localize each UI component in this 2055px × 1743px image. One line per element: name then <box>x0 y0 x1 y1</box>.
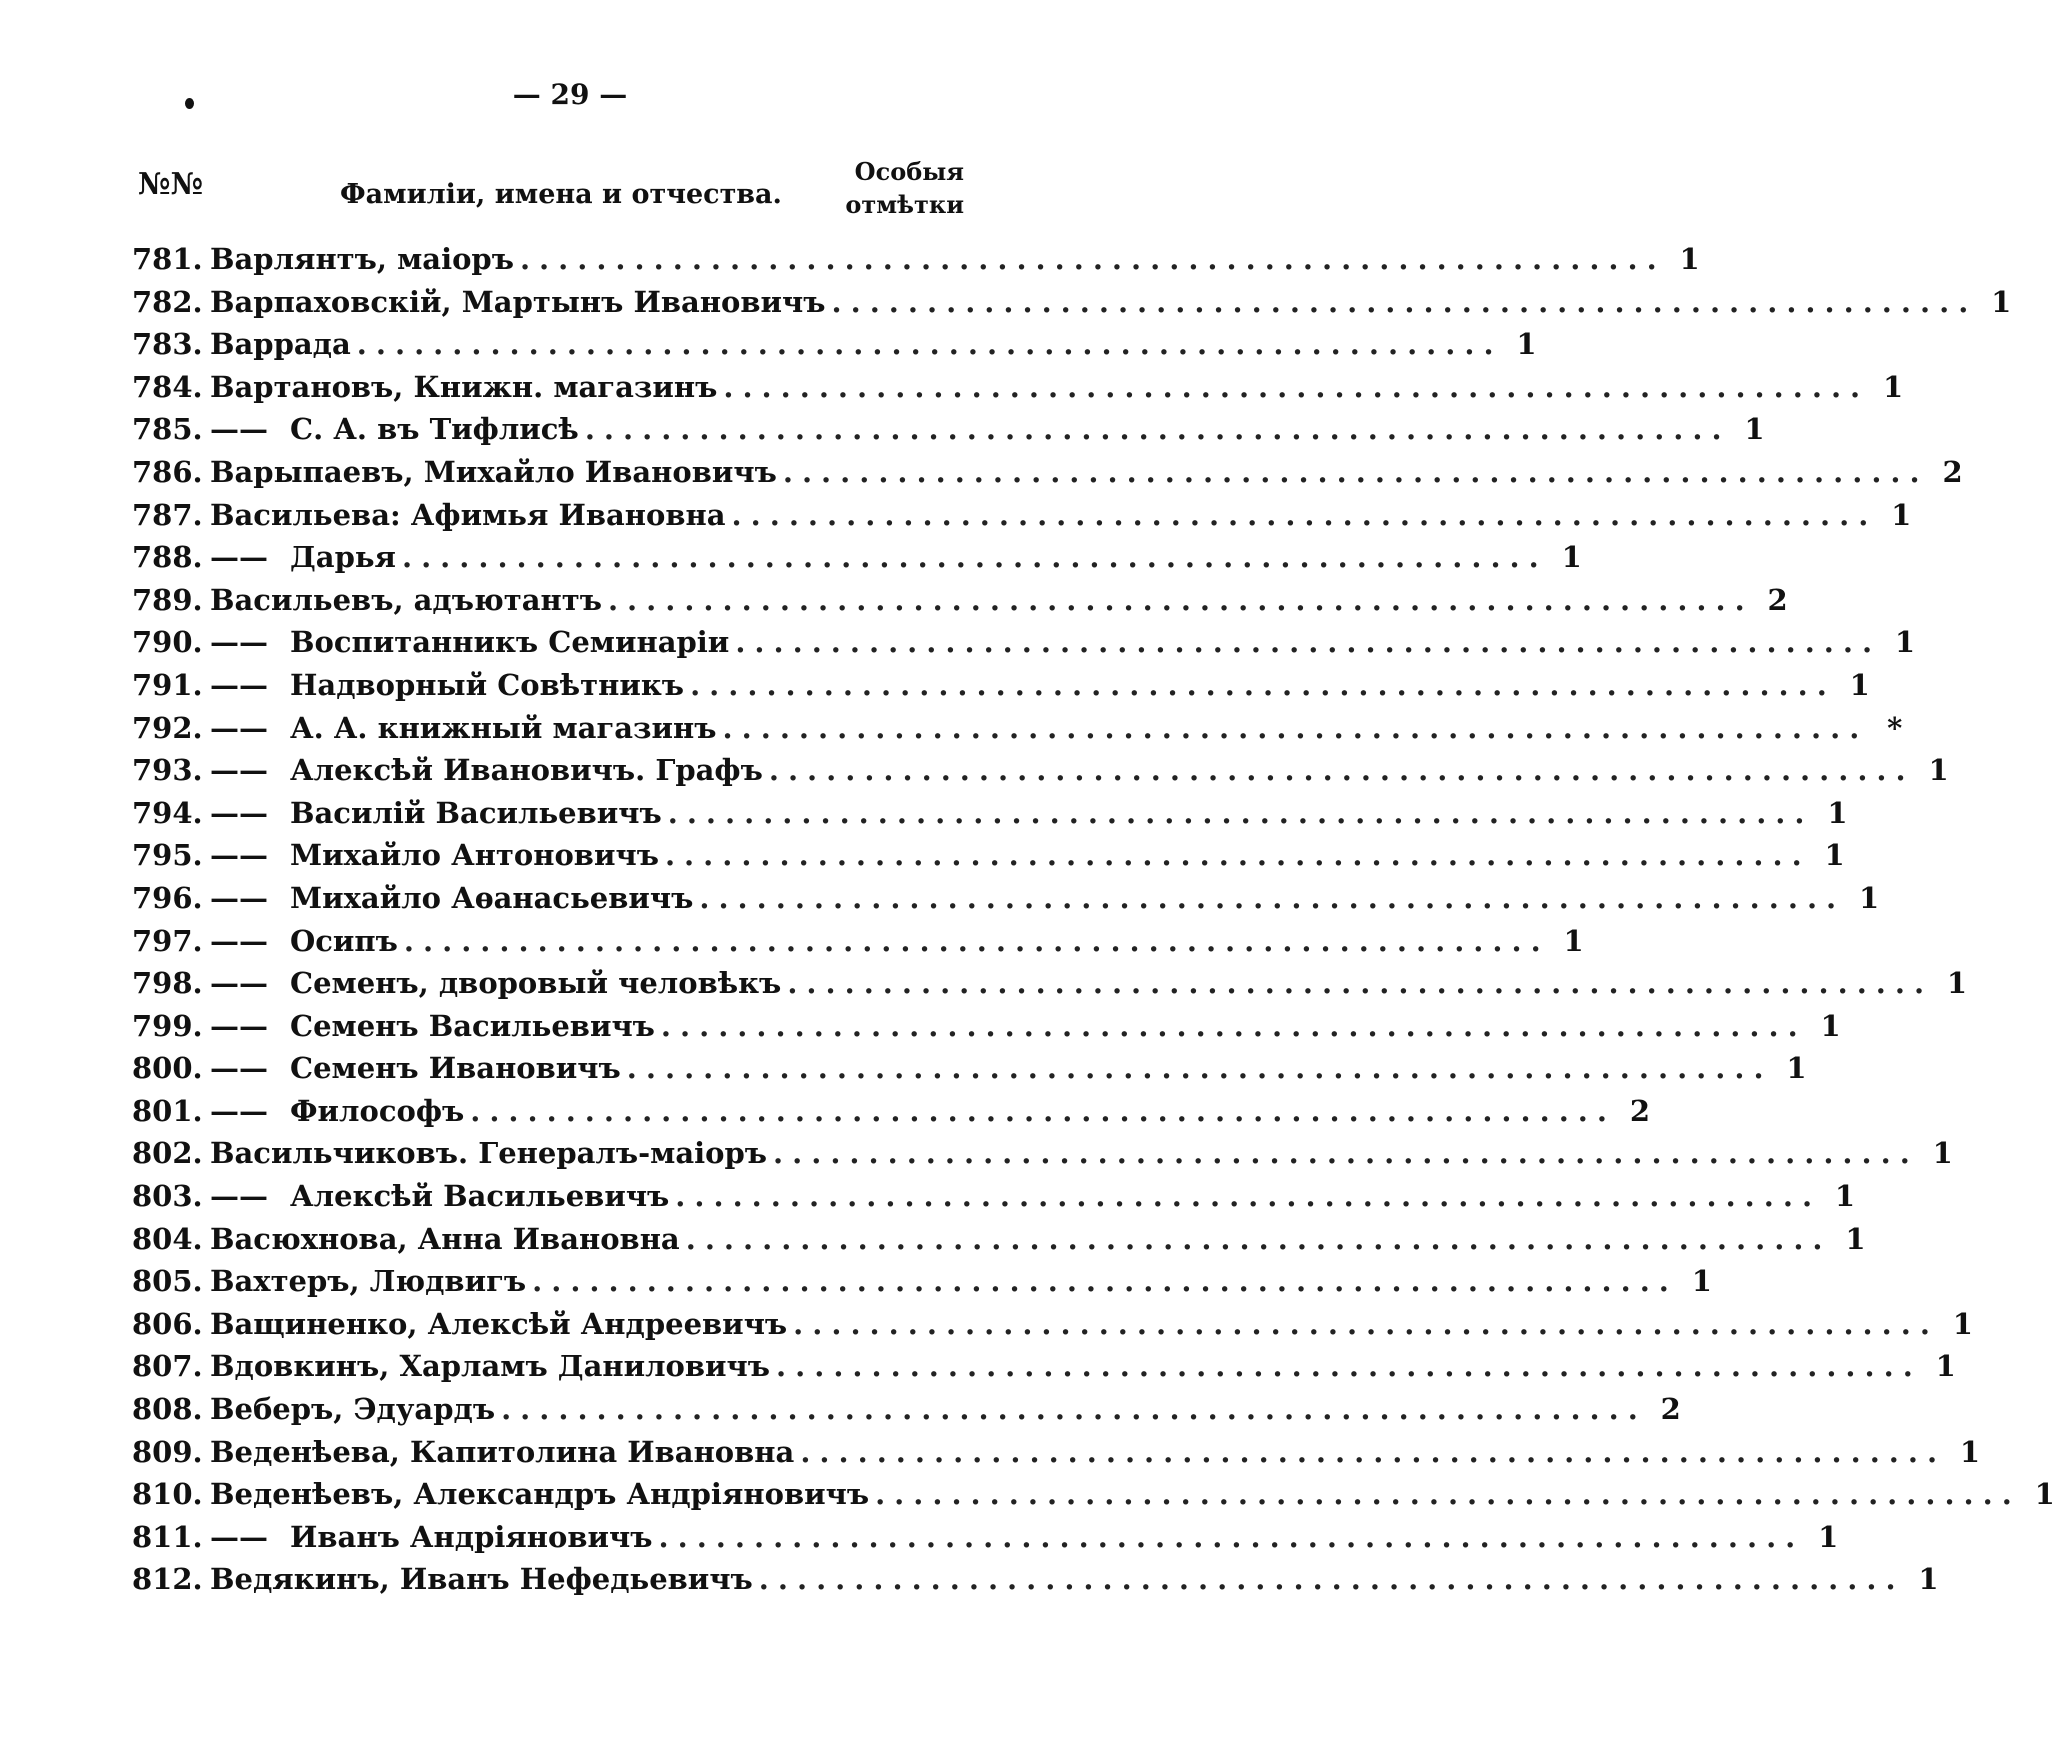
entry-mark: 1 <box>1845 1221 1866 1256</box>
entry-name: Михайло Аѳанасьевичъ <box>290 880 694 915</box>
entry-mark: 1 <box>1932 1136 1953 1171</box>
dot-leader: ............................................................ <box>664 838 1811 873</box>
entry-mark: 1 <box>1891 497 1912 532</box>
page-number: — 29 — <box>512 78 628 111</box>
entry-mark: 1 <box>1820 1008 1841 1043</box>
entry-mark: 2 <box>1942 454 1963 489</box>
dot-leader: ............................................................ <box>722 710 1869 745</box>
list-item <box>132 323 1537 366</box>
entry-mark: 1 <box>1563 923 1584 958</box>
entry-name: Иванъ Андріяновичъ <box>290 1519 653 1554</box>
entry-name: Варпаховскій, Мартынъ Ивановичъ <box>210 284 826 319</box>
dot-leader: ............................................................ <box>584 412 1731 447</box>
dot-leader: ............................................................ <box>660 1008 1807 1043</box>
entry-number: 786. <box>132 454 203 489</box>
entry-name: Философъ <box>290 1093 465 1128</box>
dot-leader: ............................................................ <box>782 454 1929 489</box>
dot-leader: ............................................................ <box>831 284 1978 319</box>
ditto-dash: —— <box>210 625 268 660</box>
list-item <box>132 536 1582 579</box>
entry-number: 791. <box>132 667 203 702</box>
entry-mark: 1 <box>1935 1349 1956 1384</box>
entry-list <box>132 238 2055 1601</box>
list-item <box>132 664 1870 707</box>
entry-number: 796. <box>132 880 203 915</box>
entry-number: 785. <box>132 412 203 447</box>
list-item <box>132 877 1880 920</box>
entry-number: 782. <box>132 284 203 319</box>
dot-leader: ............................................................ <box>735 625 1882 660</box>
entry-name: С. А. въ Тифлисѣ <box>290 412 579 447</box>
list-item <box>132 238 1700 281</box>
dot-leader: ............................................................ <box>401 540 1548 575</box>
list-item <box>132 494 1912 537</box>
ditto-dash: —— <box>210 1008 268 1043</box>
list-item <box>132 1388 1681 1431</box>
entry-name: Васюхнова, Анна Ивановна <box>210 1221 680 1256</box>
list-item <box>132 621 1916 664</box>
dot-leader: ............................................................ <box>699 880 1846 915</box>
entry-number: 788. <box>132 540 203 575</box>
ditto-dash: —— <box>210 923 268 958</box>
ditto-dash: —— <box>210 838 268 873</box>
entry-mark: 2 <box>1629 1093 1650 1128</box>
header-marks-label <box>844 155 964 221</box>
list-item <box>132 920 1584 963</box>
entry-name: Семенъ Васильевичъ <box>290 1008 655 1043</box>
entry-name: Васильевъ, адъютантъ <box>210 582 602 617</box>
entry-number: 795. <box>132 838 203 873</box>
ditto-dash: —— <box>210 710 268 745</box>
entry-name: Осипъ <box>290 923 398 958</box>
entry-mark: 1 <box>1858 880 1880 915</box>
entry-name: Надворный Совѣтникъ <box>290 667 685 702</box>
entry-mark: 1 <box>1679 242 1700 276</box>
entry-mark: 1 <box>1849 667 1870 702</box>
entry-name: Вахтеръ, Людвигъ <box>210 1264 527 1299</box>
dot-leader: ............................................................ <box>667 795 1814 830</box>
entry-mark: 1 <box>1882 369 1904 404</box>
entry-name: Семенъ, дворовый человѣкъ <box>290 966 782 1001</box>
dot-leader: ............................................................ <box>800 1434 1947 1469</box>
entry-name: Веберъ, Эдуардъ <box>210 1392 496 1427</box>
list-item <box>132 707 1903 750</box>
dot-leader: ............................................................ <box>793 1306 1939 1341</box>
entry-name: Варрада <box>210 327 351 362</box>
header-marks-line-2: отмѣтки <box>845 190 964 219</box>
entry-mark: 2 <box>1660 1392 1681 1427</box>
ditto-dash: —— <box>210 966 268 1001</box>
ditto-dash: —— <box>210 795 268 830</box>
entry-number: 799. <box>132 1008 203 1043</box>
entry-number: 792. <box>132 710 203 745</box>
list-item <box>132 1218 1866 1261</box>
dot-leader: ............................................................ <box>731 497 1878 532</box>
dot-leader: ............................................................ <box>776 1349 1922 1384</box>
entry-mark: 1 <box>1516 327 1537 362</box>
entry-number: 793. <box>132 753 203 788</box>
entry-number: 812. <box>132 1562 203 1597</box>
list-item <box>132 1345 1956 1388</box>
list-item <box>132 451 1963 494</box>
dot-leader: ............................................................ <box>675 1179 1822 1214</box>
ditto-dash: —— <box>210 1093 268 1128</box>
list-item <box>132 749 1949 792</box>
entry-number: 802. <box>132 1136 203 1171</box>
entry-number: 808. <box>132 1392 203 1427</box>
dot-leader: ............................................................ <box>470 1093 1616 1128</box>
list-item <box>132 1473 2055 1516</box>
entry-name: Васильева: Афимья Ивановна <box>210 497 726 532</box>
dot-leader: ............................................................ <box>773 1136 1919 1171</box>
list-item <box>132 1175 1856 1218</box>
entry-name: Ващиненко, Алексѣй Андреевичъ <box>210 1306 788 1341</box>
dot-leader: ............................................................ <box>758 1562 1905 1597</box>
entry-number: 787. <box>132 497 203 532</box>
entry-mark: 1 <box>1894 625 1916 660</box>
entry-mark: 1 <box>1786 1051 1807 1086</box>
entry-number: 789. <box>132 582 203 617</box>
entry-number: 798. <box>132 966 203 1001</box>
dot-leader: ............................................................ <box>875 1477 2021 1512</box>
list-item <box>132 1260 1712 1303</box>
entry-mark: 1 <box>1959 1434 1981 1469</box>
list-item <box>132 1516 1839 1559</box>
dot-leader: ............................................................ <box>723 369 1870 404</box>
entry-number: 809. <box>132 1434 203 1469</box>
list-item <box>132 281 2012 324</box>
entry-name: Василій Васильевичъ <box>290 795 662 830</box>
entry-name: Михайло Антоновичъ <box>290 838 659 873</box>
list-item <box>132 1047 1807 1090</box>
entry-name: Вдовкинъ, Харламъ Даниловичъ <box>210 1349 771 1384</box>
entry-mark: 1 <box>1691 1264 1712 1299</box>
ditto-dash: —— <box>210 753 268 788</box>
list-item <box>132 792 1848 835</box>
entry-name: Семенъ Ивановичъ <box>290 1051 621 1086</box>
entry-name: Васильчиковъ. Генералъ-маіоръ <box>210 1136 768 1171</box>
entry-mark: 2 <box>1767 582 1788 617</box>
entry-mark: 1 <box>1991 284 2012 319</box>
entry-name: Варлянтъ, маіоръ <box>210 242 514 276</box>
entry-mark: 1 <box>1818 1519 1839 1554</box>
dot-leader: ............................................................ <box>768 753 1915 788</box>
list-item <box>132 1431 1981 1474</box>
bullet-mark <box>185 98 194 109</box>
ditto-dash: —— <box>210 1179 268 1214</box>
entry-name: Воспитанникъ Семинаріи <box>290 625 730 660</box>
entry-mark: 1 <box>1918 1562 1939 1597</box>
ditto-dash: —— <box>210 412 268 447</box>
header-marks-line-1: Особыя <box>854 157 964 186</box>
list-item <box>132 1303 1973 1346</box>
list-item <box>132 962 1968 1005</box>
ditto-dash: —— <box>210 1051 268 1086</box>
dot-leader: ............................................................ <box>532 1264 1678 1299</box>
list-item <box>132 1558 1939 1601</box>
entry-name: Веденѣевъ, Александръ Андріяновичъ <box>210 1477 870 1512</box>
entry-mark: 1 <box>1952 1306 1973 1341</box>
ditto-dash: —— <box>210 880 268 915</box>
entry-number: 784. <box>132 369 203 404</box>
list-item <box>132 408 1765 451</box>
entry-mark: 1 <box>2034 1477 2055 1512</box>
entry-number: 790. <box>132 625 203 660</box>
dot-leader: ............................................................ <box>607 582 1754 617</box>
entry-name: Алексѣй Васильевичъ <box>290 1179 670 1214</box>
entry-name: Дарья <box>290 540 396 575</box>
dot-leader: ............................................................ <box>356 327 1503 362</box>
entry-number: 794. <box>132 795 203 830</box>
list-item <box>132 366 1904 409</box>
entry-mark: 1 <box>1928 753 1949 788</box>
header-number-label: №№ <box>138 167 204 202</box>
list-item <box>132 1005 1841 1048</box>
entry-number: 797. <box>132 923 203 958</box>
dot-leader: ............................................................ <box>519 242 1666 276</box>
entry-mark: 1 <box>1946 966 1968 1001</box>
entry-mark: 1 <box>1561 540 1582 575</box>
entry-number: 801. <box>132 1093 203 1128</box>
entry-number: 781. <box>132 242 203 276</box>
entry-number: 803. <box>132 1179 203 1214</box>
ditto-dash: —— <box>210 540 268 575</box>
dot-leader: ............................................................ <box>690 667 1836 702</box>
ditto-dash: —— <box>210 667 268 702</box>
dot-leader: ............................................................ <box>501 1392 1647 1427</box>
entry-number: 810. <box>132 1477 203 1512</box>
entry-mark: 1 <box>1824 838 1845 873</box>
entry-name: А. А. книжный магазинъ <box>290 710 717 745</box>
entry-name: Ведякинъ, Иванъ Нефедьевичъ <box>210 1562 753 1597</box>
entry-name: Вартановъ, Книжн. магазинъ <box>210 369 718 404</box>
entry-number: 804. <box>132 1221 203 1256</box>
entry-name: Варыпаевъ, Михайло Ивановичъ <box>210 454 777 489</box>
entry-mark: 1 <box>1827 795 1848 830</box>
dot-leader: ............................................................ <box>685 1221 1832 1256</box>
entry-name: Веденѣева, Капитолина Ивановна <box>210 1434 795 1469</box>
entry-number: 783. <box>132 327 203 362</box>
entry-number: 811. <box>132 1519 203 1554</box>
column-header <box>132 155 964 235</box>
list-item <box>132 834 1845 877</box>
entry-name: Алексѣй Ивановичъ. Графъ <box>290 753 763 788</box>
dot-leader: ............................................................ <box>787 966 1934 1001</box>
entry-mark: 1 <box>1834 1179 1856 1214</box>
entry-mark: 1 <box>1744 412 1765 447</box>
header-names-label: Фамиліи, имена и отчества. <box>340 179 782 210</box>
list-item <box>132 579 1788 622</box>
entry-number: 805. <box>132 1264 203 1299</box>
dot-leader: ............................................................ <box>658 1519 1805 1554</box>
entry-mark: * <box>1887 710 1903 745</box>
list-item <box>132 1090 1650 1133</box>
dot-leader: ............................................................ <box>626 1051 1773 1086</box>
entry-number: 807. <box>132 1349 203 1384</box>
entry-number: 806. <box>132 1306 203 1341</box>
list-item <box>132 1132 1953 1175</box>
dot-leader: ............................................................ <box>403 923 1550 958</box>
entry-number: 800. <box>132 1051 203 1086</box>
ditto-dash: —— <box>210 1519 268 1554</box>
